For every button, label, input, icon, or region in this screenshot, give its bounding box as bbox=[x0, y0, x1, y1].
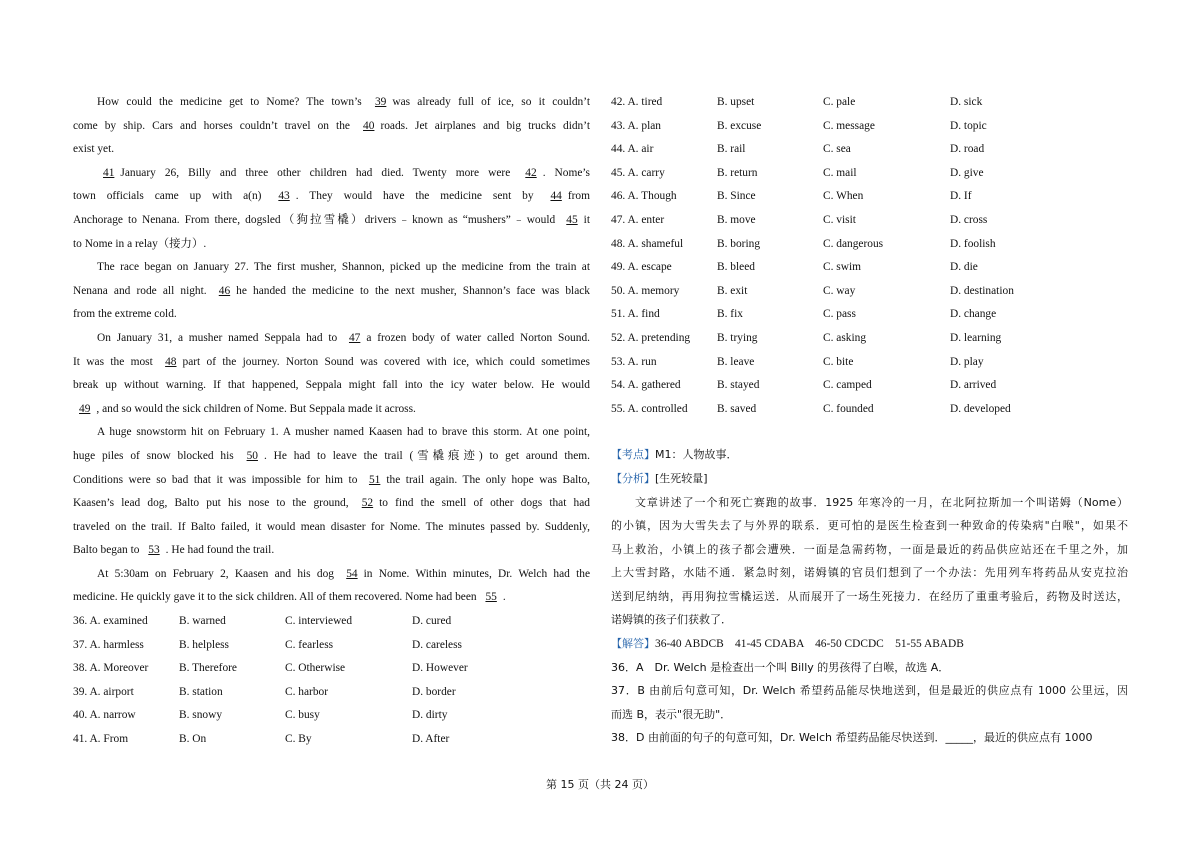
passage-line bbox=[73, 280, 590, 304]
blank-number: 44 bbox=[550, 190, 562, 203]
summary-line: 文章讲述了一个和死亡赛跑的故事．1925 年寒冷的一月，在北阿拉斯加一个叫诺姆（Nome） bbox=[635, 495, 1128, 509]
passage-text: . He had to leave the trail (雪橇痕迹) to get around them. bbox=[263, 449, 590, 462]
option-choice: B. move bbox=[717, 213, 756, 226]
option-row bbox=[611, 91, 1128, 115]
option-choice: D. sick bbox=[950, 96, 983, 108]
option-choice: B. fix bbox=[717, 308, 743, 321]
option-choice: C. visit bbox=[823, 213, 856, 226]
option-choice: 42. A. tired bbox=[611, 96, 663, 108]
explanation-line: 而选 B，表示"很无助"． bbox=[611, 707, 732, 721]
option-row bbox=[73, 610, 590, 634]
option-row bbox=[73, 681, 590, 705]
passage-line bbox=[73, 469, 590, 493]
answer-explanations bbox=[611, 656, 1128, 750]
option-choice: C. founded bbox=[823, 402, 874, 415]
option-choice: D. careless bbox=[412, 638, 462, 651]
passage-line bbox=[73, 185, 590, 209]
passage-line bbox=[73, 327, 590, 351]
option-choice: 43. A. plan bbox=[611, 119, 661, 132]
passage-text: traveled on the trail. If Balto failed, it would mean disaster for Nome. The minutes passed by. Suddenly, bbox=[73, 520, 590, 533]
option-row bbox=[611, 327, 1128, 351]
option-choice: B. boring bbox=[717, 237, 761, 250]
cloze-passage bbox=[73, 91, 590, 610]
option-row bbox=[611, 374, 1128, 398]
fenxi-tag: 【分析】 bbox=[611, 471, 655, 485]
passage-text: a frozen body of water called Norton Sound. bbox=[366, 331, 590, 344]
option-choice: 46. A. Though bbox=[611, 190, 677, 203]
analysis-summary bbox=[611, 491, 1128, 633]
passage-text: to Nome in a relay（接力）. bbox=[73, 237, 207, 250]
option-choice: C. pass bbox=[823, 308, 856, 321]
passage-text: How could the medicine get to Nome? The town’s bbox=[97, 96, 369, 108]
option-choice: C. swim bbox=[823, 261, 861, 274]
passage-text: Kaasen’s lead dog, Balto put his nose to the ground, bbox=[73, 497, 356, 510]
option-choice: D. After bbox=[412, 733, 450, 746]
passage-text: part of the journey. Norton Sound was covered with ice, which could sometimes bbox=[182, 355, 590, 368]
kaodian-tag: 【考点】 bbox=[611, 448, 655, 462]
option-choice: 52. A. pretending bbox=[611, 331, 691, 344]
passage-text: . bbox=[502, 591, 506, 604]
passage-text: January 26, Billy and three other children had died. Twenty more were bbox=[120, 166, 520, 179]
blank-number: 45 bbox=[566, 213, 578, 226]
passage-line bbox=[73, 539, 590, 563]
summary-line: 上大雪封路，水陆不通．紧急时刻，诺姆镇的官员们想到了一个办法：先用列车将药品从安克拉治 bbox=[611, 566, 1128, 580]
option-choice: B. saved bbox=[717, 402, 757, 415]
option-choice: D. However bbox=[412, 662, 468, 675]
option-choice: B. upset bbox=[717, 96, 755, 108]
summary-line: 送到尼纳纳，再用狗拉雪橇运送．从而展开了一场生死接力．在经历了重重考验后，药物及时送达， bbox=[611, 589, 1128, 603]
option-choice: C. pale bbox=[823, 96, 856, 108]
passage-text: Conditions were so bad that it was impossible for him to bbox=[73, 473, 363, 486]
option-row bbox=[611, 351, 1128, 375]
option-choice: 40. A. narrow bbox=[73, 709, 136, 722]
passage-text: in Nome. Within minutes, Dr. Welch had the bbox=[363, 567, 590, 580]
option-row bbox=[73, 634, 590, 658]
blank-number: 40 bbox=[363, 119, 375, 132]
passage-line bbox=[73, 303, 590, 327]
option-row bbox=[611, 115, 1128, 139]
option-choice: C. way bbox=[823, 284, 856, 297]
passage-line bbox=[73, 492, 590, 516]
option-choice: C. dangerous bbox=[823, 237, 884, 250]
passage-text: , and so would the sick children of Nome. But Seppala made it across. bbox=[96, 402, 416, 415]
option-choice: B. station bbox=[179, 685, 223, 698]
option-choice: D. cured bbox=[412, 615, 452, 628]
passage-text: to find the smell of other dogs that had bbox=[379, 497, 590, 510]
option-choice: D. dirty bbox=[412, 709, 448, 722]
option-choice: 37. A. harmless bbox=[73, 638, 144, 651]
blank-number: 47 bbox=[348, 331, 361, 344]
passage-line bbox=[73, 421, 590, 445]
options-list-left bbox=[73, 610, 590, 752]
passage-line bbox=[73, 115, 590, 139]
option-choice: 49. A. escape bbox=[611, 261, 672, 274]
passage-text: Balto began to bbox=[73, 544, 143, 557]
passage-line bbox=[73, 563, 590, 587]
option-choice: 41. A. From bbox=[73, 733, 129, 746]
option-choice: C. sea bbox=[823, 143, 851, 156]
option-choice: C. By bbox=[285, 733, 312, 746]
passage-text: was already full of ice, so it couldn’t bbox=[392, 96, 590, 108]
option-choice: D. change bbox=[950, 308, 997, 321]
option-choice: D. road bbox=[950, 143, 985, 156]
option-choice: 47. A. enter bbox=[611, 213, 665, 226]
option-row bbox=[73, 704, 590, 728]
passage-line bbox=[73, 138, 590, 162]
passage-text: . Nome’s bbox=[542, 166, 590, 179]
option-choice: D. arrived bbox=[950, 379, 997, 392]
option-choice: B. warned bbox=[179, 615, 226, 628]
blank-number: 55 bbox=[485, 591, 497, 604]
passage-text: Anchorage to Nenana. From there, dogsled（狗拉雪橇）drivers﹣known as “mushers”﹣would bbox=[73, 213, 561, 226]
option-choice: B. Therefore bbox=[179, 662, 237, 675]
passage-text: A huge snowstorm hit on February 1. A musher named Kaasen had to brave this storm. At one point, bbox=[97, 426, 590, 439]
passage-text: Nenana and rode all night. bbox=[73, 284, 213, 297]
option-choice: B. exit bbox=[717, 284, 748, 297]
option-choice: B. rail bbox=[717, 143, 746, 156]
left-column bbox=[73, 91, 590, 752]
explanation-line: 36．A Dr. Welch 是检查出一个叫 Billy 的男孩得了白喉，故选 A． bbox=[611, 660, 950, 674]
option-choice: 55. A. controlled bbox=[611, 402, 688, 415]
option-choice: D. foolish bbox=[950, 237, 996, 250]
option-row bbox=[611, 233, 1128, 257]
option-choice: C. harbor bbox=[285, 685, 329, 698]
passage-line bbox=[73, 209, 590, 233]
options-list-right bbox=[611, 91, 1128, 421]
explanation-line: 37．B 由前后句意可知，Dr. Welch 希望药品能尽快地送到，但是最近的供应点有 1000 公里远，因 bbox=[611, 684, 1128, 698]
option-choice: 48. A. shameful bbox=[611, 237, 684, 250]
passage-text: medicine. He quickly gave it to the sick children. All of them recovered. Nome had been bbox=[73, 591, 480, 604]
option-row bbox=[611, 209, 1128, 233]
option-choice: C. fearless bbox=[285, 638, 334, 651]
jieda-text: 36-40 ABDCB 41-45 CDABA 46-50 CDCDC 51-55 ABADB bbox=[655, 638, 964, 651]
option-choice: C. asking bbox=[823, 331, 867, 344]
passage-line bbox=[73, 445, 590, 469]
option-choice: D. learning bbox=[950, 331, 1002, 344]
summary-line: 马上救治，小镇上的孩子都会遭殃．一面是急需药物，一面是最近的药品供应站还在千里之外，加 bbox=[611, 542, 1128, 556]
option-choice: 36. A. examined bbox=[73, 615, 148, 628]
option-row bbox=[611, 256, 1128, 280]
blank-number: 48 bbox=[165, 355, 177, 368]
passage-text: the trail again. The only hope was Balto, bbox=[386, 473, 590, 486]
jieda-tag: 【解答】 bbox=[611, 637, 655, 651]
option-choice: D. developed bbox=[950, 402, 1011, 415]
kaodian-line bbox=[611, 443, 1128, 467]
option-row bbox=[611, 162, 1128, 186]
option-choice: 51. A. find bbox=[611, 308, 660, 321]
blank-number: 49 bbox=[79, 402, 91, 415]
option-choice: D. play bbox=[950, 355, 984, 368]
passage-text: huge piles of snow blocked his bbox=[73, 449, 241, 462]
kaodian-text: M1：人物故事． bbox=[655, 448, 738, 462]
option-row bbox=[611, 185, 1128, 209]
blank-number: 39 bbox=[374, 96, 387, 108]
summary-line: 的小镇，因为大雪失去了与外界的联系．更可怕的是医生检查到一种致命的传染病"白喉"，如果不 bbox=[611, 519, 1128, 533]
option-choice: B. return bbox=[717, 166, 758, 179]
explanation-line: 38．D 由前面的句子的句意可知，Dr. Welch 希望药品能尽快送到．_____，最近的供应点有 1000 bbox=[611, 731, 1093, 745]
option-choice: D. cross bbox=[950, 213, 988, 226]
page-footer: 第 15 页（共 24 页） bbox=[546, 778, 654, 791]
option-choice: B. excuse bbox=[717, 119, 762, 132]
option-choice: D. give bbox=[950, 166, 984, 179]
passage-text: town officials came up with a(n) bbox=[73, 190, 273, 203]
blank-number: 51 bbox=[368, 473, 381, 486]
fenxi-line bbox=[611, 467, 1128, 491]
option-row bbox=[611, 280, 1128, 304]
passage-text: roads. Jet airplanes and big trucks didn’t bbox=[380, 119, 590, 132]
option-choice: B. leave bbox=[717, 355, 755, 368]
option-choice: C. bite bbox=[823, 355, 854, 368]
blank-number: 52 bbox=[361, 497, 374, 510]
passage-line bbox=[73, 233, 590, 257]
passage-line bbox=[73, 586, 590, 610]
option-choice: 45. A. carry bbox=[611, 166, 665, 179]
option-choice: C. camped bbox=[823, 379, 872, 392]
passage-text: . He had found the trail. bbox=[165, 544, 275, 557]
option-choice: B. bleed bbox=[717, 261, 755, 274]
option-row bbox=[611, 303, 1128, 327]
jieda-line bbox=[611, 632, 1128, 656]
blank-number: 53 bbox=[148, 544, 160, 557]
passage-line bbox=[73, 256, 590, 280]
passage-text: At 5:30am on February 2, Kaasen and his dog bbox=[97, 567, 341, 580]
passage-line bbox=[73, 398, 590, 422]
summary-line: 诺姆镇的孩子们获救了． bbox=[611, 613, 732, 627]
option-choice: 38. A. Moreover bbox=[73, 662, 149, 675]
passage-text: On January 31, a musher named Seppala had to bbox=[97, 331, 343, 344]
option-row bbox=[611, 398, 1128, 422]
passage-line bbox=[73, 351, 590, 375]
passage-text: The race began on January 27. The first musher, Shannon, picked up the medicine from the train at bbox=[97, 261, 590, 274]
option-choice: B. stayed bbox=[717, 379, 760, 392]
option-choice: 44. A. air bbox=[611, 143, 654, 156]
passage-line bbox=[73, 91, 590, 115]
option-row bbox=[73, 657, 590, 681]
passage-text: from bbox=[567, 190, 590, 203]
passage-text: . They would have the medicine sent by bbox=[295, 190, 545, 203]
passage-line bbox=[73, 162, 590, 186]
blank-number: 41 bbox=[103, 166, 115, 179]
option-choice: 54. A. gathered bbox=[611, 379, 681, 392]
option-choice: D. topic bbox=[950, 119, 987, 132]
option-choice: D. destination bbox=[950, 284, 1014, 297]
option-choice: C. interviewed bbox=[285, 615, 353, 628]
passage-text: come by ship. Cars and horses couldn’t travel on the bbox=[73, 119, 358, 132]
option-row bbox=[611, 138, 1128, 162]
option-choice: 50. A. memory bbox=[611, 284, 680, 297]
option-choice: 39. A. airport bbox=[73, 685, 134, 698]
option-choice: C. message bbox=[823, 119, 875, 132]
option-choice: B. Since bbox=[717, 190, 756, 203]
option-choice: C. Otherwise bbox=[285, 662, 346, 675]
passage-text: It was the most bbox=[73, 355, 160, 368]
blank-number: 42 bbox=[525, 166, 537, 179]
right-column bbox=[611, 91, 1128, 750]
option-choice: D. If bbox=[950, 190, 972, 203]
option-choice: B. On bbox=[179, 733, 207, 746]
option-row bbox=[73, 728, 590, 752]
blank-number: 43 bbox=[278, 190, 290, 203]
passage-text: it bbox=[583, 213, 590, 226]
option-choice: B. snowy bbox=[179, 709, 223, 722]
option-choice: C. When bbox=[823, 190, 864, 203]
passage-text: he handed the medicine to the next musher, Shannon’s face was black bbox=[236, 284, 590, 297]
passage-line bbox=[73, 516, 590, 540]
blank-number: 46 bbox=[218, 284, 231, 297]
option-choice: B. trying bbox=[717, 331, 758, 344]
option-choice: 53. A. run bbox=[611, 355, 657, 368]
option-choice: D. die bbox=[950, 261, 978, 274]
blank-number: 54 bbox=[346, 567, 358, 580]
option-choice: C. mail bbox=[823, 166, 857, 179]
option-choice: D. border bbox=[412, 685, 456, 698]
passage-text: exist yet. bbox=[73, 143, 115, 156]
passage-line bbox=[73, 374, 590, 398]
option-choice: C. busy bbox=[285, 709, 320, 722]
passage-text: from the extreme cold. bbox=[73, 308, 177, 321]
blank-number: 50 bbox=[246, 449, 258, 462]
option-choice: B. helpless bbox=[179, 638, 229, 651]
passage-text: break up without warning. If that happened, Seppala might fall into the icy water below. He would bbox=[73, 379, 590, 392]
fenxi-text: [生死较量] bbox=[655, 471, 708, 485]
